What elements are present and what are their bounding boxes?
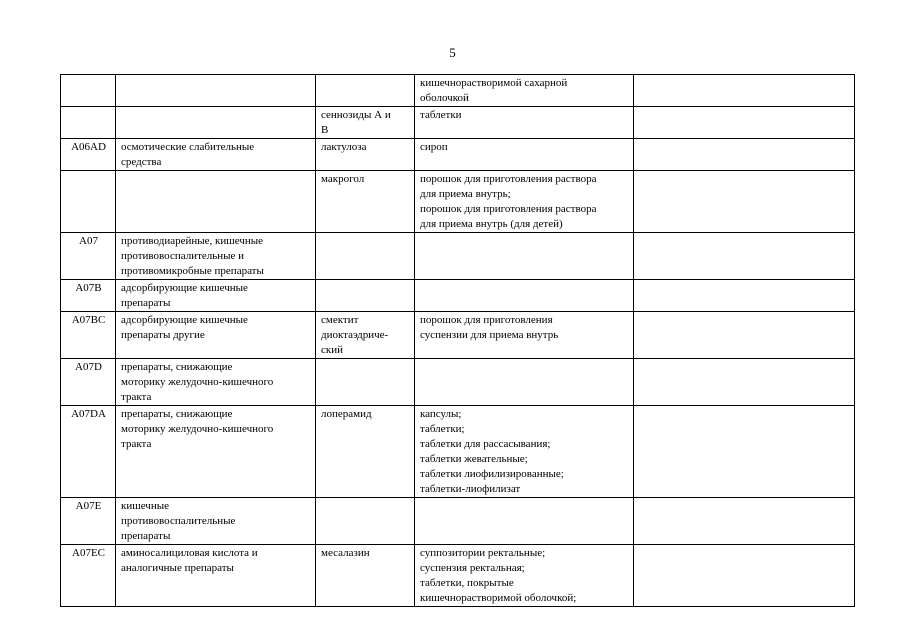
- table-row: [61, 359, 855, 406]
- atc-code-cell: A07: [61, 233, 116, 280]
- table-row: [61, 107, 855, 139]
- extra-cell: [634, 107, 855, 139]
- atc-code-cell: [61, 171, 116, 233]
- drug-name-cell: [316, 498, 415, 545]
- anatomical-group-cell: осмотические слабительные средства: [116, 139, 316, 171]
- extra-cell: [634, 498, 855, 545]
- table-row: [61, 139, 855, 171]
- page-number: 5: [449, 45, 456, 60]
- atc-code-cell: A07DA: [61, 406, 116, 498]
- table-body: [61, 75, 855, 607]
- drug-name-cell: [316, 280, 415, 312]
- table-row: [61, 233, 855, 280]
- table-row: [61, 545, 855, 607]
- extra-cell: [634, 545, 855, 607]
- atc-code-cell: [61, 75, 116, 107]
- table-row: [61, 75, 855, 107]
- drug-name-cell: [316, 75, 415, 107]
- dosage-form-cell: капсулы; таблетки; таблетки для рассасывания; таблетки жевательные; таблетки лиофилизированные; таблетки-лиофилизат: [415, 406, 634, 498]
- dosage-form-cell: [415, 280, 634, 312]
- anatomical-group-cell: адсорбирующие кишечные препараты: [116, 280, 316, 312]
- atc-code-cell: A07E: [61, 498, 116, 545]
- drug-name-cell: [316, 233, 415, 280]
- atc-code-cell: A07EC: [61, 545, 116, 607]
- extra-cell: [634, 139, 855, 171]
- dosage-form-cell: порошок для приготовления раствора для приема внутрь; порошок для приготовления раствора для приема внутрь (для детей): [415, 171, 634, 233]
- medication-table: [60, 74, 855, 607]
- drug-name-cell: смектит диоктаэдриче- ский: [316, 312, 415, 359]
- anatomical-group-cell: [116, 171, 316, 233]
- extra-cell: [634, 359, 855, 406]
- anatomical-group-cell: адсорбирующие кишечные препараты другие: [116, 312, 316, 359]
- anatomical-group-cell: препараты, снижающие моторику желудочно-кишечного тракта: [116, 406, 316, 498]
- table-row: [61, 171, 855, 233]
- dosage-form-cell: [415, 359, 634, 406]
- atc-code-cell: A07B: [61, 280, 116, 312]
- anatomical-group-cell: кишечные противовоспалительные препараты: [116, 498, 316, 545]
- dosage-form-cell: суппозитории ректальные; суспензия ректальная; таблетки, покрытые кишечнорастворимой оболочкой;: [415, 545, 634, 607]
- anatomical-group-cell: аминосалициловая кислота и аналогичные препараты: [116, 545, 316, 607]
- drug-name-cell: макрогол: [316, 171, 415, 233]
- atc-code-cell: A07BC: [61, 312, 116, 359]
- extra-cell: [634, 280, 855, 312]
- anatomical-group-cell: [116, 107, 316, 139]
- dosage-form-cell: сироп: [415, 139, 634, 171]
- table-row: [61, 280, 855, 312]
- extra-cell: [634, 406, 855, 498]
- dosage-form-cell: порошок для приготовления суспензии для приема внутрь: [415, 312, 634, 359]
- atc-code-cell: [61, 107, 116, 139]
- dosage-form-cell: кишечнорастворимой сахарной оболочкой: [415, 75, 634, 107]
- drug-name-cell: [316, 359, 415, 406]
- table-row: [61, 406, 855, 498]
- anatomical-group-cell: [116, 75, 316, 107]
- extra-cell: [634, 75, 855, 107]
- anatomical-group-cell: противодиарейные, кишечные противовоспалительные и противомикробные препараты: [116, 233, 316, 280]
- drug-name-cell: лоперамид: [316, 406, 415, 498]
- drug-name-cell: сеннозиды А и В: [316, 107, 415, 139]
- atc-code-cell: A07D: [61, 359, 116, 406]
- anatomical-group-cell: препараты, снижающие моторику желудочно-кишечного тракта: [116, 359, 316, 406]
- drug-name-cell: лактулоза: [316, 139, 415, 171]
- drug-name-cell: месалазин: [316, 545, 415, 607]
- dosage-form-cell: [415, 233, 634, 280]
- dosage-form-cell: таблетки: [415, 107, 634, 139]
- table-row: [61, 312, 855, 359]
- dosage-form-cell: [415, 498, 634, 545]
- extra-cell: [634, 312, 855, 359]
- atc-code-cell: A06AD: [61, 139, 116, 171]
- extra-cell: [634, 233, 855, 280]
- extra-cell: [634, 171, 855, 233]
- table-row: [61, 498, 855, 545]
